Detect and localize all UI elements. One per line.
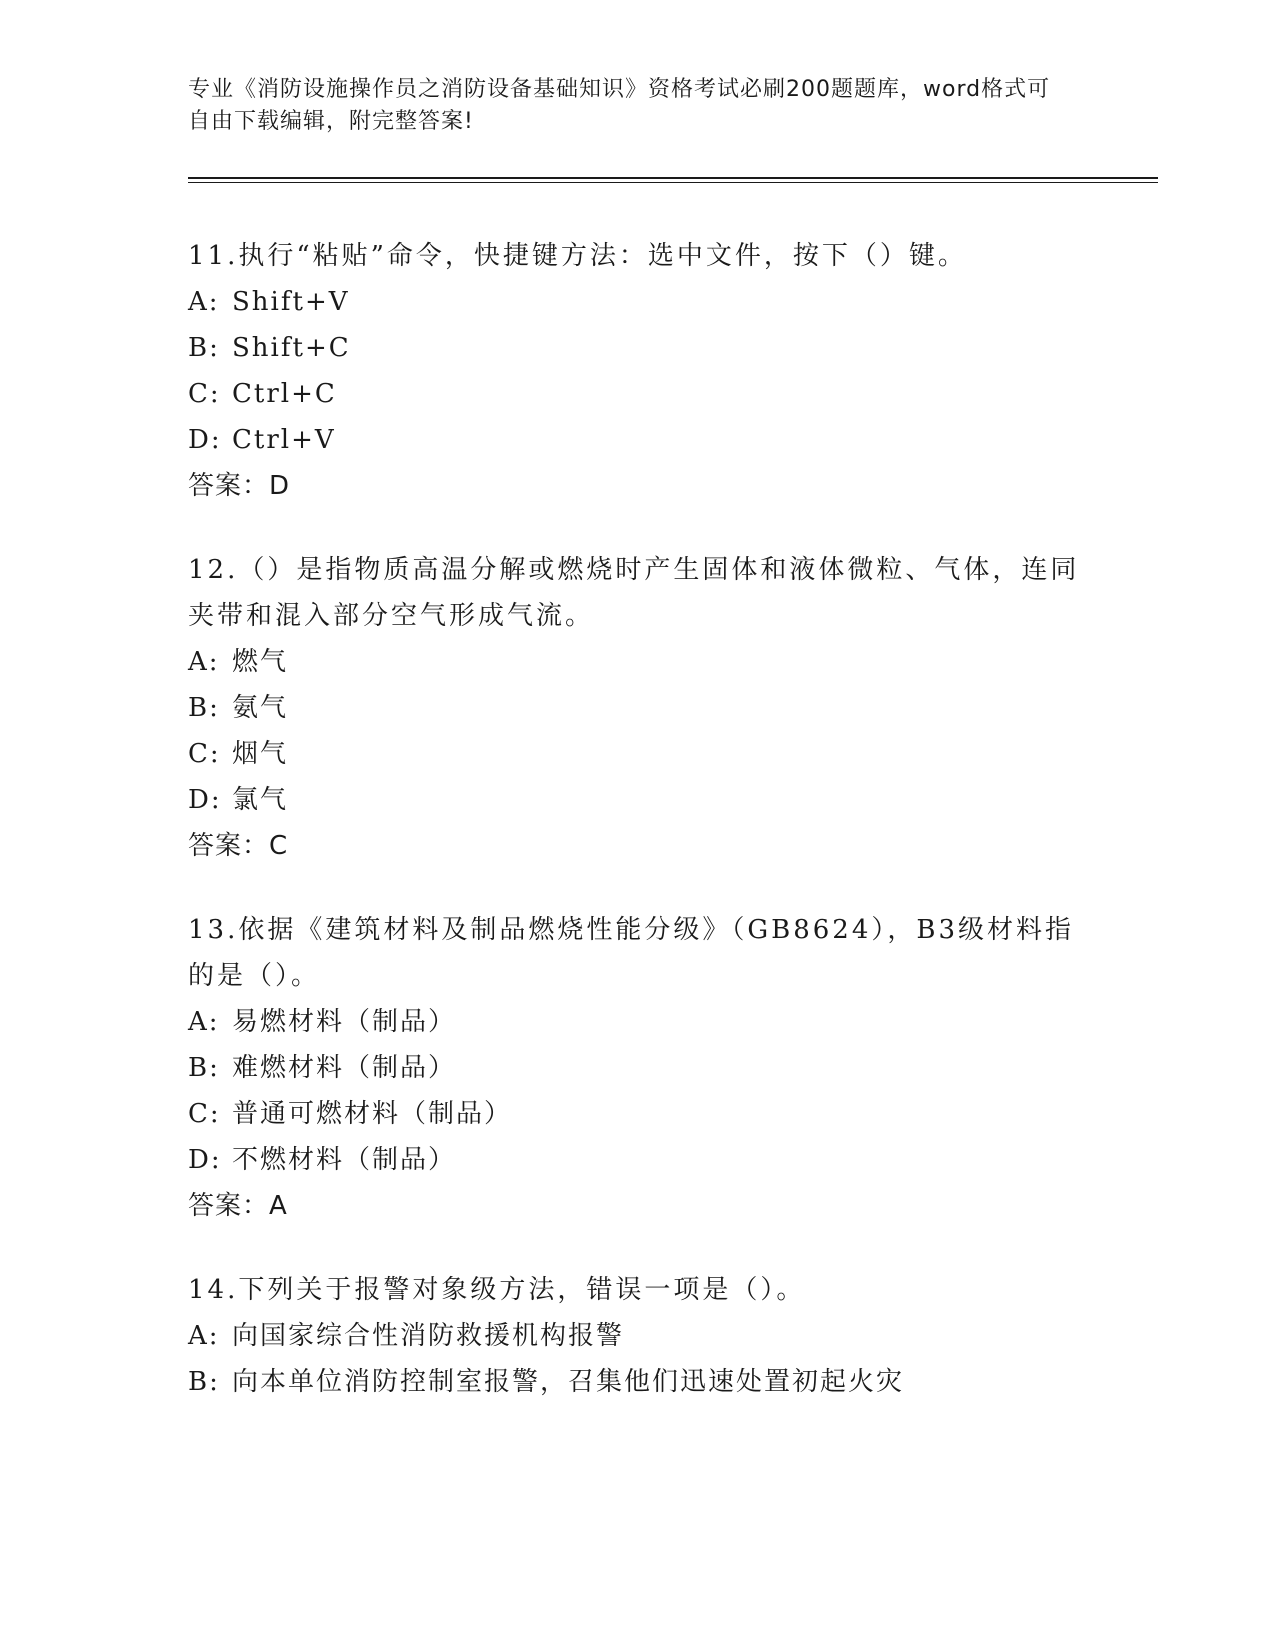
option-text: 向本单位消防控制室报警，召集他们迅速处置初起火灾 xyxy=(232,1367,905,1397)
option-key: B: xyxy=(188,1053,220,1083)
option-text: 氯气 xyxy=(232,785,289,815)
option-text: Shift+C xyxy=(232,333,351,363)
option-key: A: xyxy=(188,647,220,677)
question-12 xyxy=(188,547,1088,869)
option-text: 向国家综合性消防救援机构报警 xyxy=(232,1321,625,1351)
answer-line: 答案：C xyxy=(188,831,289,861)
option-text: Ctrl+C xyxy=(232,379,337,409)
question-stem: 11.执行“粘贴”命令，快捷键方法：选中文件，按下（）键。 xyxy=(188,241,967,271)
option-key: D: xyxy=(188,785,222,815)
option-text: 氨气 xyxy=(232,693,289,723)
answer-line: 答案：A xyxy=(188,1191,288,1221)
option-c xyxy=(188,731,1088,777)
option-key: D: xyxy=(188,1145,222,1175)
question-stem: 12.（）是指物质高温分解或燃烧时产生固体和液体微粒、气体，连同夹带和混入部分空气形成气流。 xyxy=(188,555,1080,631)
question-stem: 14.下列关于报警对象级方法，错误一项是（）。 xyxy=(188,1275,806,1305)
option-d xyxy=(188,1137,1088,1183)
option-a xyxy=(188,999,1088,1045)
option-text: 烟气 xyxy=(232,739,289,769)
option-text: 难燃材料（制品） xyxy=(232,1053,457,1083)
question-stem: 13.依据《建筑材料及制品燃烧性能分级》（GB8624），B3级材料指的是（）。 xyxy=(188,915,1075,991)
question-13 xyxy=(188,907,1088,1229)
option-key: C: xyxy=(188,739,221,769)
option-d xyxy=(188,417,1088,463)
option-d xyxy=(188,777,1088,823)
option-b xyxy=(188,1359,1088,1405)
option-a xyxy=(188,279,1088,325)
option-key: B: xyxy=(188,1367,220,1397)
option-c xyxy=(188,371,1088,417)
option-b xyxy=(188,325,1088,371)
option-text: Ctrl+V xyxy=(232,425,336,455)
option-b xyxy=(188,685,1088,731)
option-c xyxy=(188,1091,1088,1137)
option-text: 不燃材料（制品） xyxy=(232,1145,457,1175)
option-a xyxy=(188,1313,1088,1359)
question-list xyxy=(188,233,1088,1443)
option-a xyxy=(188,639,1088,685)
option-key: A: xyxy=(188,1321,220,1351)
option-key: A: xyxy=(188,1007,220,1037)
option-key: B: xyxy=(188,333,220,363)
option-key: D: xyxy=(188,425,222,455)
header-divider xyxy=(188,177,1158,179)
option-key: A: xyxy=(188,287,220,317)
option-key: B: xyxy=(188,693,220,723)
option-text: 燃气 xyxy=(232,647,289,677)
question-11 xyxy=(188,233,1088,509)
answer-line: 答案：D xyxy=(188,471,291,501)
document-header: 专业《消防设施操作员之消防设备基础知识》资格考试必刷200题题库，word格式可自由下载编辑，附完整答案! xyxy=(188,77,1051,134)
option-b xyxy=(188,1045,1088,1091)
option-key: C: xyxy=(188,1099,221,1129)
option-text: 普通可燃材料（制品） xyxy=(232,1099,513,1129)
option-text: 易燃材料（制品） xyxy=(232,1007,457,1037)
question-14 xyxy=(188,1267,1088,1405)
option-key: C: xyxy=(188,379,221,409)
option-text: Shift+V xyxy=(232,287,350,317)
header-divider-thin xyxy=(188,182,1158,183)
